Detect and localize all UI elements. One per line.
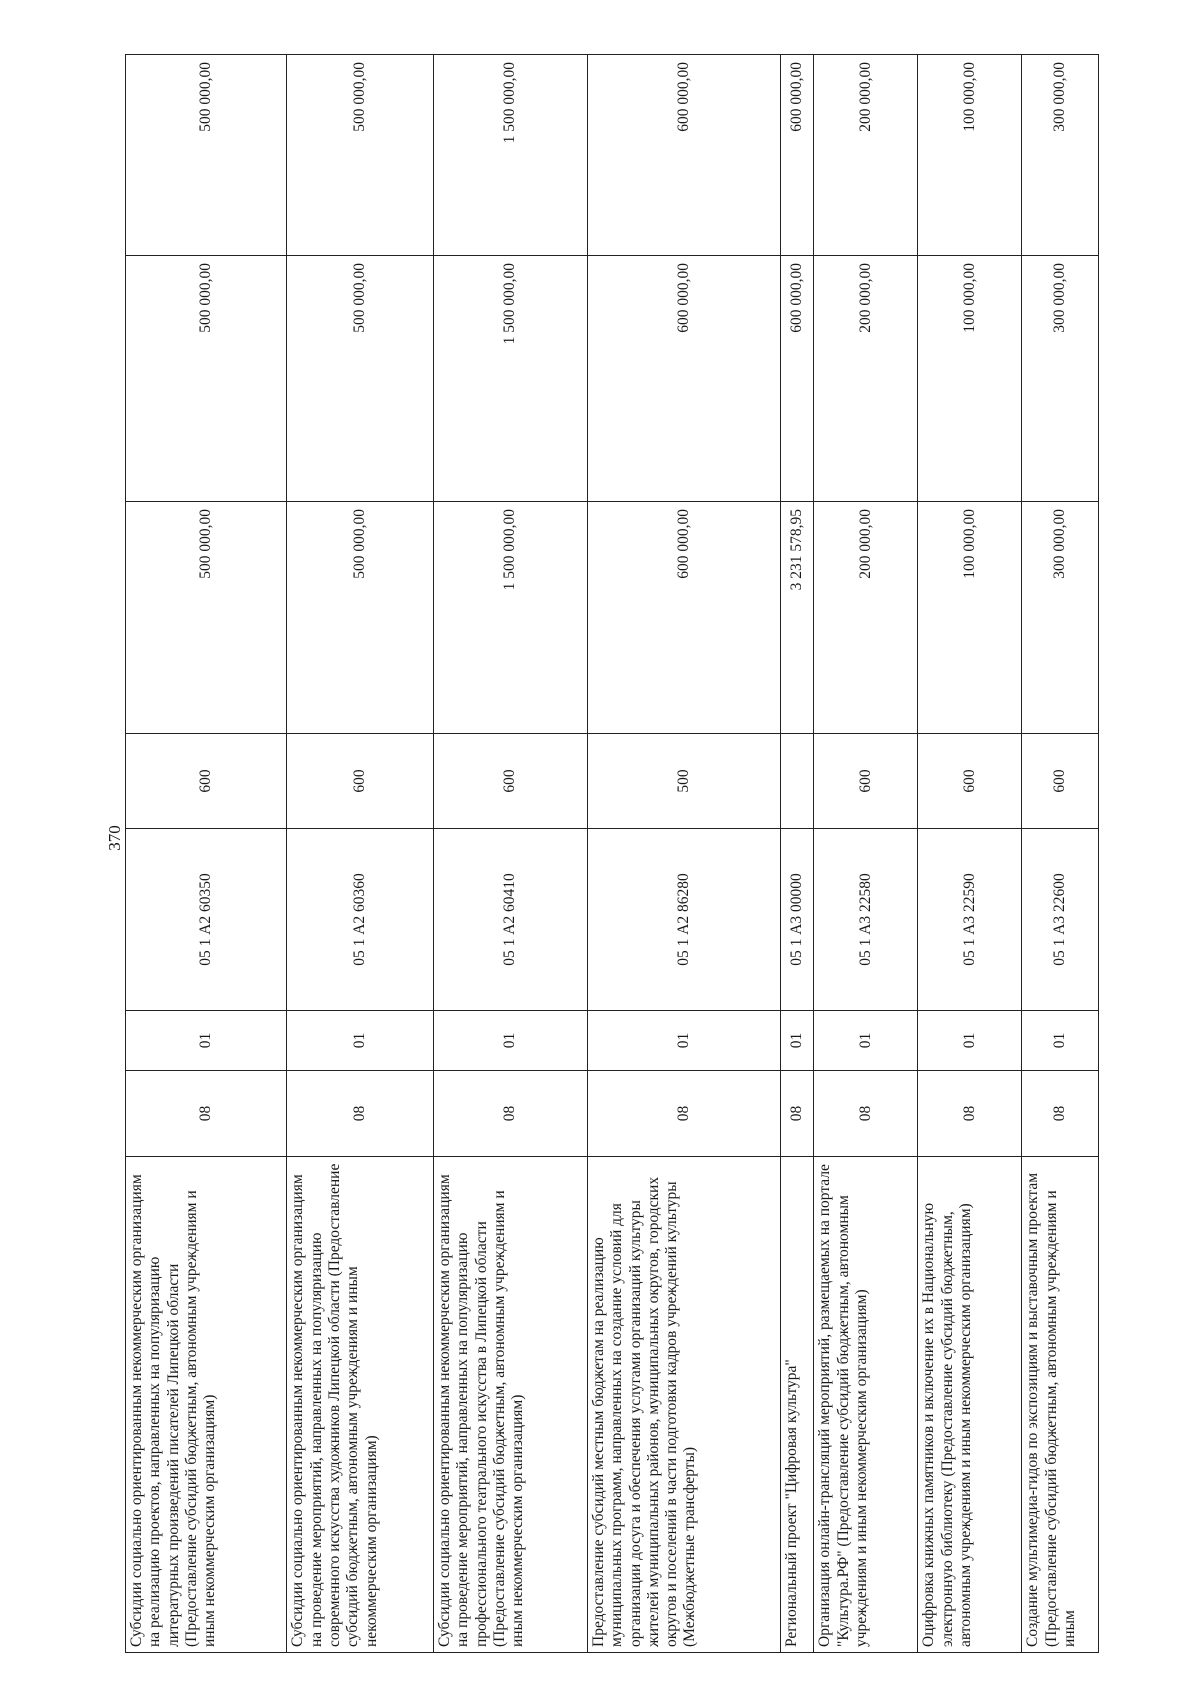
row-section: 08	[434, 1071, 588, 1157]
row-amount-1: 600 000,00	[588, 502, 781, 734]
row-section: 08	[781, 1071, 814, 1157]
row-amount-2: 500 000,00	[287, 256, 434, 502]
row-expense-kind: 600	[918, 734, 1022, 829]
row-amount-2: 600 000,00	[781, 256, 814, 502]
row-amount-2: 600 000,00	[588, 256, 781, 502]
row-expense-kind: 600	[126, 734, 287, 829]
table-row	[434, 55, 588, 1653]
row-subsection: 01	[126, 1011, 287, 1071]
row-amount-3: 300 000,00	[1022, 55, 1099, 256]
row-subsection: 01	[918, 1011, 1022, 1071]
row-amount-3: 100 000,00	[918, 55, 1022, 256]
row-amount-1: 500 000,00	[126, 502, 287, 734]
row-amount-1: 500 000,00	[287, 502, 434, 734]
row-amount-3: 500 000,00	[126, 55, 287, 256]
row-amount-2: 1 500 000,00	[434, 256, 588, 502]
table-row	[588, 55, 781, 1653]
table-row	[126, 55, 287, 1653]
row-amount-1: 1 500 000,00	[434, 502, 588, 734]
row-expense-kind: 600	[434, 734, 588, 829]
row-target-code: 05 1 А2 60410	[434, 829, 588, 1011]
row-section: 08	[814, 1071, 918, 1157]
row-target-code: 05 1 А3 22590	[918, 829, 1022, 1011]
row-amount-2: 200 000,00	[814, 256, 918, 502]
table-row	[1022, 55, 1099, 1653]
row-target-code: 05 1 А2 60360	[287, 829, 434, 1011]
row-amount-1: 3 231 578,95	[781, 502, 814, 734]
row-target-code: 05 1 А2 60350	[126, 829, 287, 1011]
row-subsection: 01	[814, 1011, 918, 1071]
row-name: Организация онлайн-трансляций мероприятий, размещаемых на портале "Культура.РФ" (Предоставление субсидий бюджетным, автономным учреждениям и иным некоммерческим организациям)	[814, 1157, 918, 1653]
row-amount-2: 100 000,00	[918, 256, 1022, 502]
table-row	[287, 55, 434, 1653]
row-amount-3: 600 000,00	[588, 55, 781, 256]
table-row	[781, 55, 814, 1653]
page-number-text: 370	[105, 825, 124, 851]
row-expense-kind: 600	[287, 734, 434, 829]
row-name: Предоставление субсидий местным бюджетам на реализацию муниципальных программ, направленных на создание условий для организации досуга и обеспечения услугами организаций культуры жителей муниципальных районов, муниципальных округов, городских округов и поселений в части подготовки кадров учреждений культуры (Межбюджетные трансферты)	[588, 1157, 781, 1653]
row-name: Субсидии социально ориентированным некоммерческим организациям на проведение мероприятий, направленных на популяризацию современного искусства художников Липецкой области (Предоставление субсидий бюджетным, автономным учреждениям и иным некоммерческим организациям)	[287, 1157, 434, 1653]
row-subsection: 01	[1022, 1011, 1099, 1071]
table-row	[814, 55, 918, 1653]
row-expense-kind	[781, 734, 814, 829]
row-section: 08	[918, 1071, 1022, 1157]
row-name: Создание мультимедиа-гидов по экспозициям и выставочным проектам (Предоставление субсидий бюджетным, автономным учреждениям и иным	[1022, 1157, 1099, 1653]
row-name: Субсидии социально ориентированным некоммерческим организациям на проведение мероприятий, направленных на популяризацию профессионального театрального искусства в Липецкой области (Предоставление субсидий бюджетным, автономным учреждениям и иным некоммерческим организациям)	[434, 1157, 588, 1653]
budget-table-container	[125, 55, 1099, 1653]
row-amount-3: 200 000,00	[814, 55, 918, 256]
table-row	[918, 55, 1022, 1653]
row-target-code: 05 1 А2 86280	[588, 829, 781, 1011]
row-subsection: 01	[434, 1011, 588, 1071]
row-amount-1: 100 000,00	[918, 502, 1022, 734]
row-amount-2: 500 000,00	[126, 256, 287, 502]
row-amount-3: 500 000,00	[287, 55, 434, 256]
row-target-code: 05 1 А3 22600	[1022, 829, 1099, 1011]
budget-table	[125, 54, 1099, 1653]
row-target-code: 05 1 А3 00000	[781, 829, 814, 1011]
row-amount-1: 300 000,00	[1022, 502, 1099, 734]
row-amount-2: 300 000,00	[1022, 256, 1099, 502]
row-subsection: 01	[287, 1011, 434, 1071]
row-section: 08	[126, 1071, 287, 1157]
row-section: 08	[1022, 1071, 1099, 1157]
row-section: 08	[588, 1071, 781, 1157]
row-section: 08	[287, 1071, 434, 1157]
row-subsection: 01	[781, 1011, 814, 1071]
row-expense-kind: 600	[1022, 734, 1099, 829]
row-name: Региональный проект "Цифровая культура"	[781, 1157, 814, 1653]
row-expense-kind: 500	[588, 734, 781, 829]
row-amount-1: 200 000,00	[814, 502, 918, 734]
row-amount-3: 600 000,00	[781, 55, 814, 256]
row-expense-kind: 600	[814, 734, 918, 829]
row-subsection: 01	[588, 1011, 781, 1071]
row-name: Субсидии социально ориентированным некоммерческим организациям на реализацию проектов, направленных на популяризацию литературных произведений писателей Липецкой области (Предоставление субсидий бюджетным, автономным учреждениям и иным некоммерческим организациям)	[126, 1157, 287, 1653]
budget-table-rotated	[125, 55, 1099, 1653]
row-name: Оцифровка книжных памятников и включение их в Национальную электронную библиотеку (Предоставление субсидий бюджетным, автономным учреждениям и иным некоммерческим организациям)	[918, 1157, 1022, 1653]
row-amount-3: 1 500 000,00	[434, 55, 588, 256]
row-target-code: 05 1 А3 22580	[814, 829, 918, 1011]
